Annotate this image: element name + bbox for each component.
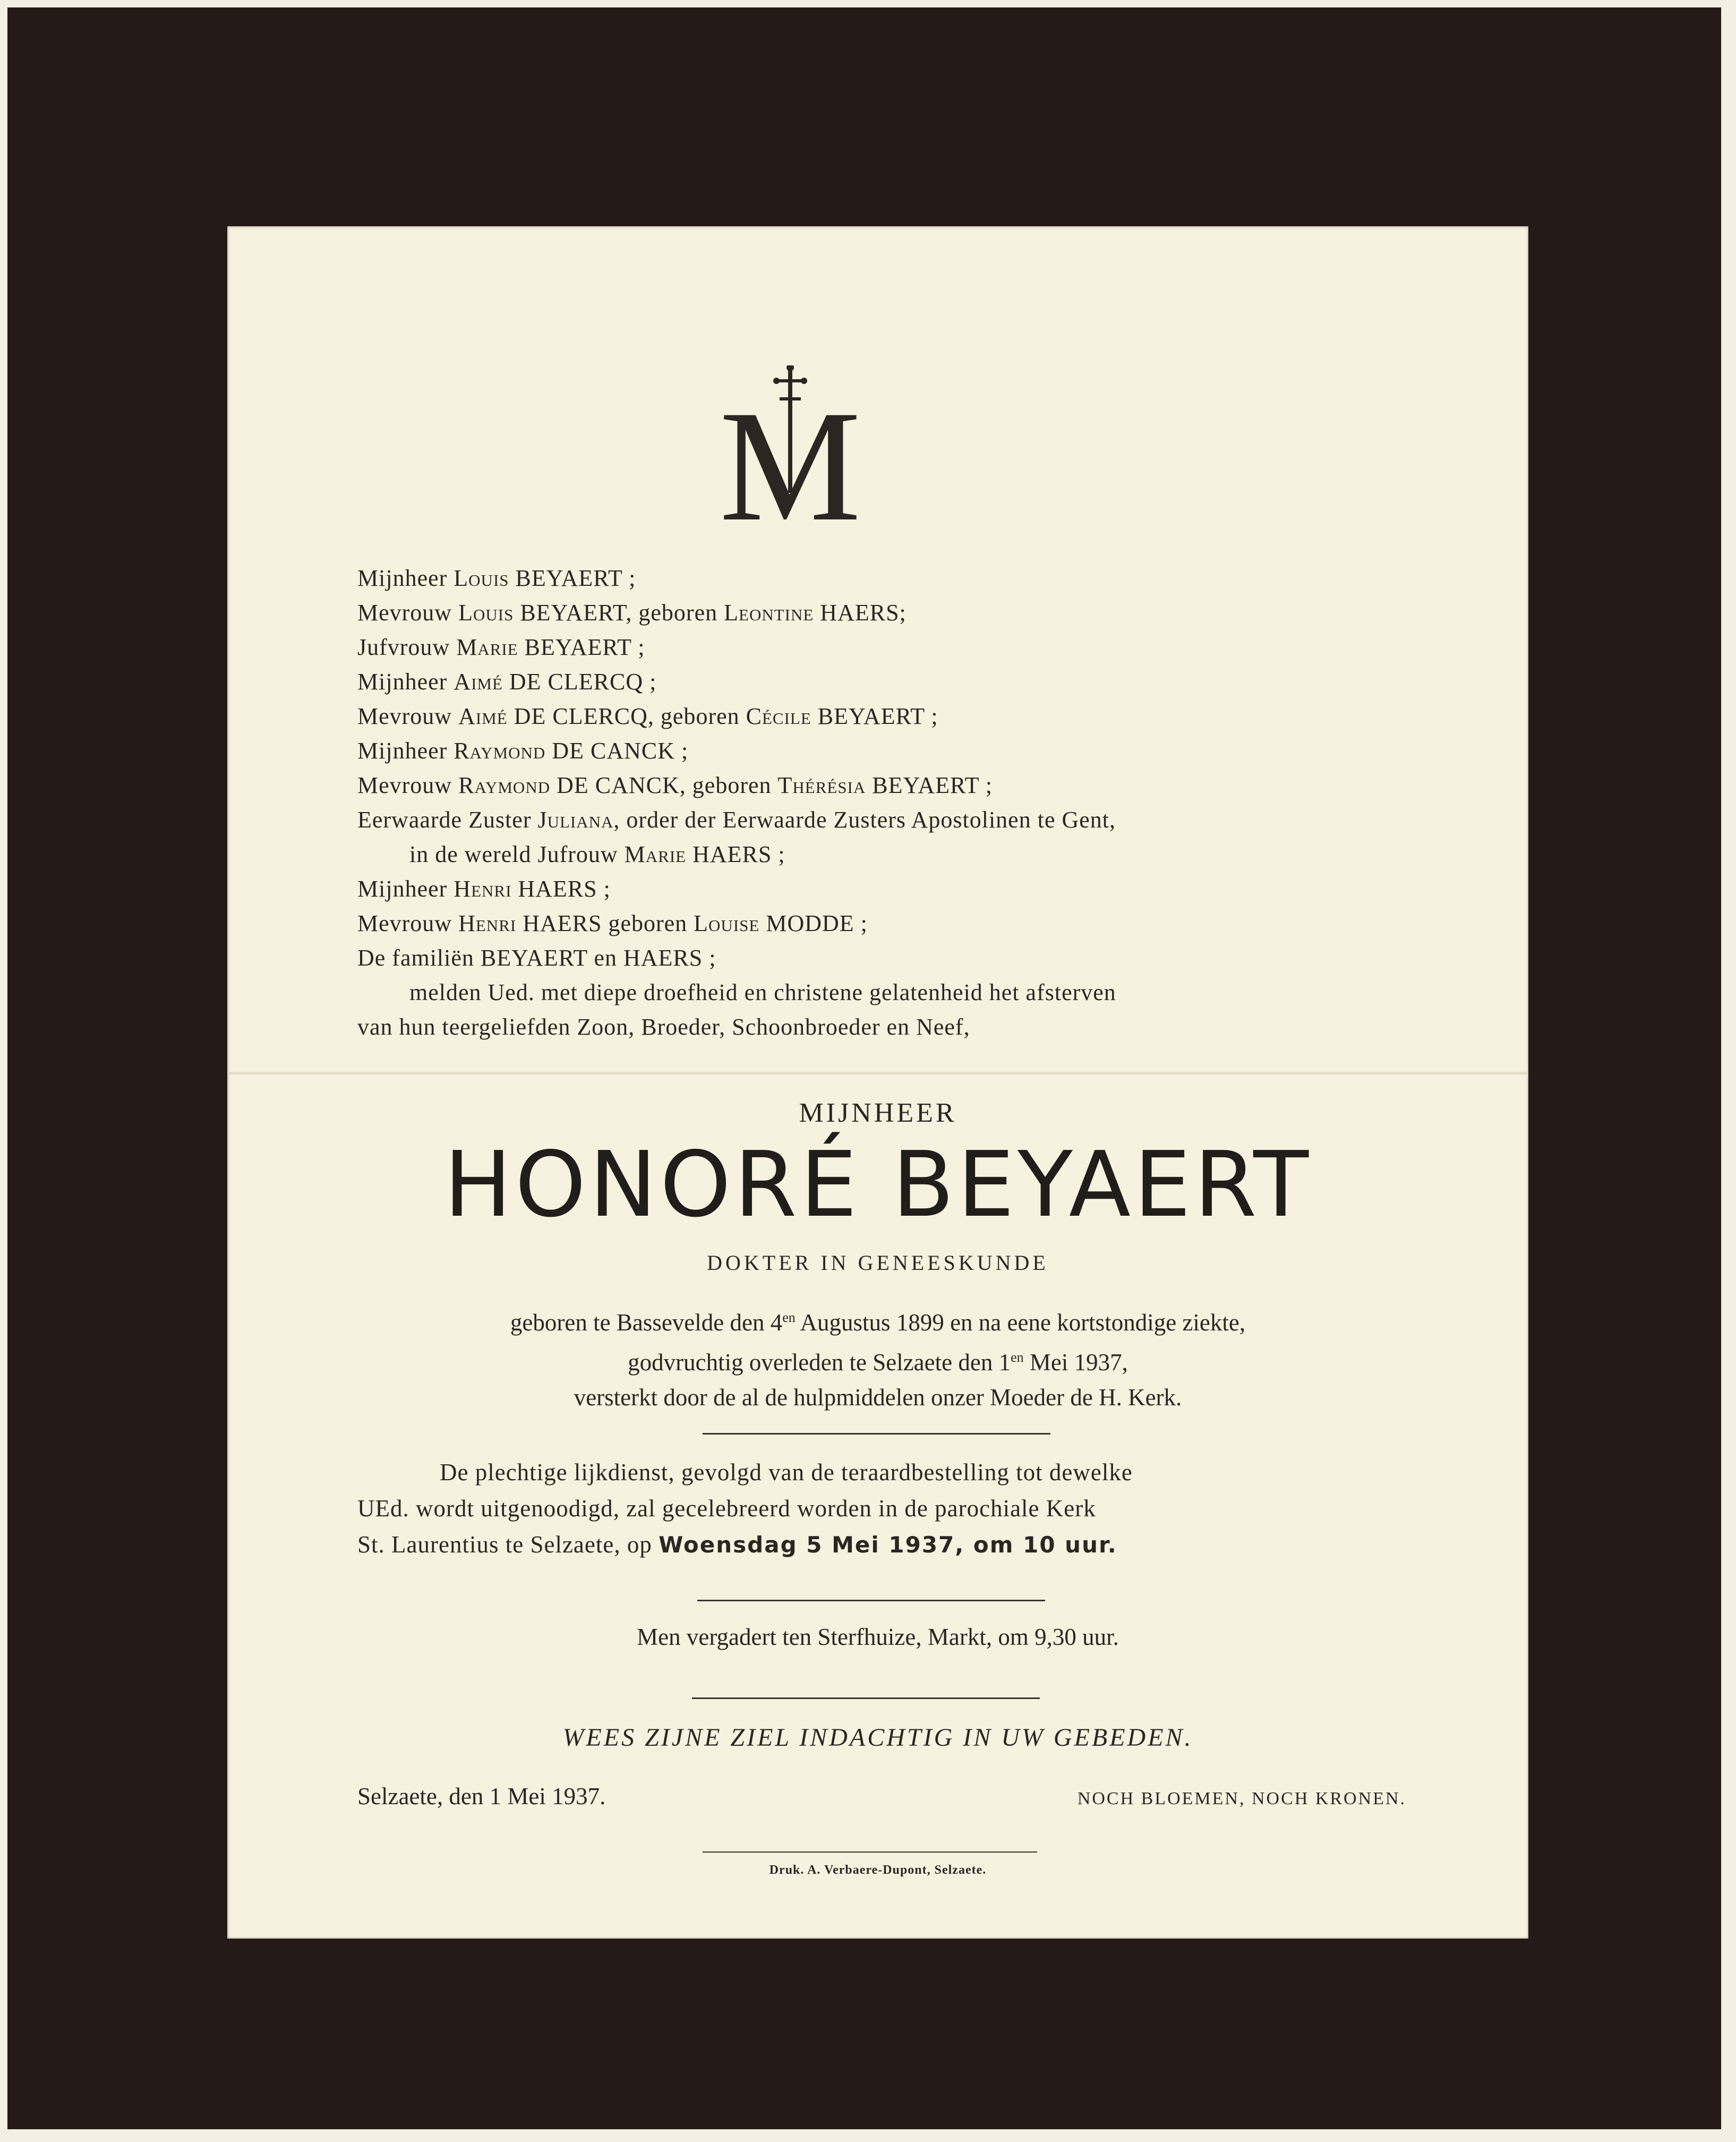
sacraments-line: versterkt door de al de hulpmiddelen onzer Moeder de H. Kerk. <box>574 1384 1182 1411</box>
service-line: St. Laurentius te Selzaete, op Woensdag 5 Mei 1937, om 10 uur. <box>357 1531 1117 1558</box>
family-announcement <box>357 561 1473 1044</box>
divider <box>697 1600 1045 1601</box>
divider <box>692 1697 1040 1699</box>
divider <box>703 1433 1050 1435</box>
family-row: in de wereld Jufrouw Marie HAERS ; <box>409 841 785 867</box>
no-flowers-note: NOCH BLOEMEN, NOCH KRONEN. <box>1077 1789 1406 1808</box>
family-row: Mevrouw Raymond DE CANCK, geboren Thérésia BEYAERT ; <box>357 772 993 798</box>
family-row: Mijnheer Aimé DE CLERCQ ; <box>357 669 657 695</box>
service-date-time: Woensdag 5 Mei 1937, om 10 uur. <box>659 1532 1117 1558</box>
family-row: Mevrouw Louis BEYAERT, geboren Leontine HAERS; <box>357 600 907 626</box>
family-row: Mevrouw Henri HAERS geboren Louise MODDE ; <box>357 910 868 936</box>
family-row: Mijnheer Louis BEYAERT ; <box>357 565 636 591</box>
funeral-service <box>357 1454 1473 1563</box>
announcement-text: melden Ued. met diepe droefheid en christene gelatenheid het afsterven <box>409 979 1116 1005</box>
birth-death-details <box>227 1300 1528 1415</box>
honorific: MIJNHEER <box>799 1098 957 1128</box>
family-row: Jufvrouw Marie BEYAERT ; <box>357 634 645 660</box>
fold-crease <box>227 1072 1528 1075</box>
birth-line: geboren te Bassevelde den $4^{en}$ Augustus 1899 en na eene kortstondige ziekte, <box>510 1309 1246 1336</box>
announcement-text: van hun teergeliefden Zoon, Broeder, Schoonbroeder en Neef, <box>357 1014 970 1040</box>
meeting-info: Men vergadert ten Sterfhuize, Markt, om 9,30 uur. <box>637 1624 1119 1650</box>
deceased-title: DOKTER IN GENEESKUNDE <box>707 1251 1049 1275</box>
service-line: De plechtige lijkdienst, gevolgd van de teraardbestelling tot dewelke <box>440 1459 1133 1486</box>
death-notice-card <box>227 226 1528 1939</box>
printer-credit: Druk. A. Verbaere-Dupont, Selzaete. <box>769 1863 987 1877</box>
place-date: Selzaete, den 1 Mei 1937. <box>357 1783 606 1810</box>
family-row: Mijnheer Henri HAERS ; <box>357 876 611 902</box>
family-row: Mijnheer Raymond DE CANCK ; <box>357 738 689 764</box>
death-line: godvruchtig overleden te Selzaete den $1^{en}$ Mei 1937, <box>628 1349 1128 1376</box>
service-line: UEd. wordt uitgenoodigd, zal gecelebreerd worden in de parochiale Kerk <box>357 1495 1096 1522</box>
mourning-border <box>7 7 1721 2129</box>
deceased-name: HONORÉ BEYAERT <box>443 1132 1312 1238</box>
divider <box>703 1851 1037 1853</box>
family-row: De familiën BEYAERT en HAERS ; <box>357 945 716 971</box>
prayer-line: WEES ZIJNE ZIEL INDACHTIG IN UW GEBEDEN. <box>562 1723 1193 1752</box>
family-row: Mevrouw Aimé DE CLERCQ, geboren Cécile BEYAERT ; <box>357 703 938 729</box>
monogram-letter: M <box>719 378 861 525</box>
marian-monogram-icon <box>705 365 875 525</box>
family-row: Eerwaarde Zuster Juliana, order der Eerwaarde Zusters Apostolinen te Gent, <box>357 807 1116 833</box>
